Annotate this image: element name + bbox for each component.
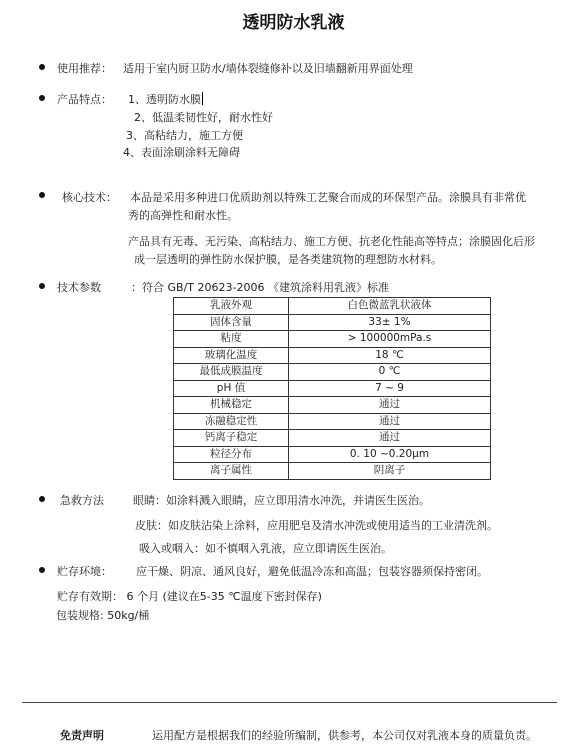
shelf-life: 贮存有效期： 6 个月 (建议在5-35 ℃温度下密封保存) <box>57 590 322 603</box>
core-text: 成一层透明的弹性防水保护膜，是各类建筑物的理想防水材料。 <box>134 253 442 266</box>
param-name: 粘度 <box>174 331 289 348</box>
param-name: 粒径分布 <box>174 446 289 463</box>
param-value: 0. 10 ~0.20μm <box>289 446 491 463</box>
table-row <box>174 298 491 315</box>
param-value: > 100000mPa.s <box>289 331 491 348</box>
divider <box>22 702 557 703</box>
table-row <box>174 397 491 414</box>
param-name: 离子属性 <box>174 463 289 480</box>
storage-text: 应干燥、阴凉、通风良好，避免低温冷冻和高温；包装容器须保持密闭。 <box>136 565 488 578</box>
table-row <box>174 463 491 480</box>
param-value: 白色微蓝乳状液体 <box>289 298 491 315</box>
text-cursor-icon <box>202 92 203 105</box>
firstaid-inhale: 吸入或咽入：如不慎咽入乳液，应立即请医生医治。 <box>139 542 392 555</box>
disclaimer-text: 运用配方是根据我们的经验所编制，供参考，本公司仅对乳液本身的质量负责。 <box>152 729 537 742</box>
param-value: 阴离子 <box>289 463 491 480</box>
param-value: 18 ℃ <box>289 347 491 364</box>
param-value: 7 ~ 9 <box>289 380 491 397</box>
param-value: 33± 1% <box>289 314 491 331</box>
packing-spec: 包装规格: 50kg/桶 <box>56 609 150 622</box>
param-name: 钙离子稳定 <box>174 430 289 447</box>
param-name: 机械稳定 <box>174 397 289 414</box>
feature-item: 4、表面涂刷涂料无障碍 <box>123 146 240 159</box>
usage-text: 适用于室内厨卫防水/墙体裂缝修补以及旧墙翻新用界面处理 <box>123 62 413 75</box>
firstaid-label: 急救方法 <box>60 494 104 507</box>
table-row <box>174 446 491 463</box>
param-value: 通过 <box>289 397 491 414</box>
feature-item: 2、低温柔韧性好，耐水性好 <box>134 111 273 124</box>
core-text: 本品是采用多种进口优质助剂以特殊工艺聚合而成的环保型产品。涂膜具有非常优 <box>130 191 526 204</box>
table-row <box>174 347 491 364</box>
param-name: 冻融稳定性 <box>174 413 289 430</box>
table-row <box>174 380 491 397</box>
firstaid-skin: 皮肤：如皮肤沾染上涂料，应用肥皂及清水冲洗或使用适当的工业清洗剂。 <box>135 519 498 532</box>
table-row <box>174 331 491 348</box>
spec-table <box>173 297 491 480</box>
storage-label: 贮存环境： <box>57 565 112 578</box>
table-row <box>174 430 491 447</box>
table-row <box>174 364 491 381</box>
param-name: 固体含量 <box>174 314 289 331</box>
param-value: 0 ℃ <box>289 364 491 381</box>
bullet-icon <box>39 283 45 289</box>
table-row <box>174 314 491 331</box>
feature-item: 1、透明防水膜 <box>128 93 201 106</box>
params-label: 技术参数 <box>57 281 101 294</box>
param-name: 最低成膜温度 <box>174 364 289 381</box>
table-row <box>174 413 491 430</box>
features-label: 产品特点： <box>57 93 112 106</box>
param-value: 通过 <box>289 413 491 430</box>
param-name: pH 值 <box>174 380 289 397</box>
bullet-icon <box>39 95 45 101</box>
bullet-icon <box>39 567 45 573</box>
firstaid-eyes: 眼睛：如涂料溅入眼睛，应立即用清水冲洗，并请医生医治。 <box>133 494 430 507</box>
param-name: 乳液外观 <box>174 298 289 315</box>
bullet-icon <box>39 496 45 502</box>
bullet-icon <box>39 64 45 70</box>
usage-label: 使用推荐： <box>57 62 112 75</box>
disclaimer-label: 免责声明 <box>60 729 104 742</box>
params-standard: ：符合 GB/T 20623-2006 《建筑涂料用乳液》标准 <box>131 281 389 294</box>
core-text: 秀的高弹性和耐水性。 <box>128 209 238 222</box>
param-name: 玻璃化温度 <box>174 347 289 364</box>
core-text: 产品具有无毒、无污染、高粘结力、施工方便、抗老化性能高等特点；涂膜固化后形 <box>128 235 535 248</box>
feature-item: 3、高粘结力，施工方便 <box>126 129 243 142</box>
core-label: 核心技术： <box>62 191 117 204</box>
bullet-icon <box>39 192 45 198</box>
param-value: 通过 <box>289 430 491 447</box>
page-title: 透明防水乳液 <box>242 13 345 33</box>
